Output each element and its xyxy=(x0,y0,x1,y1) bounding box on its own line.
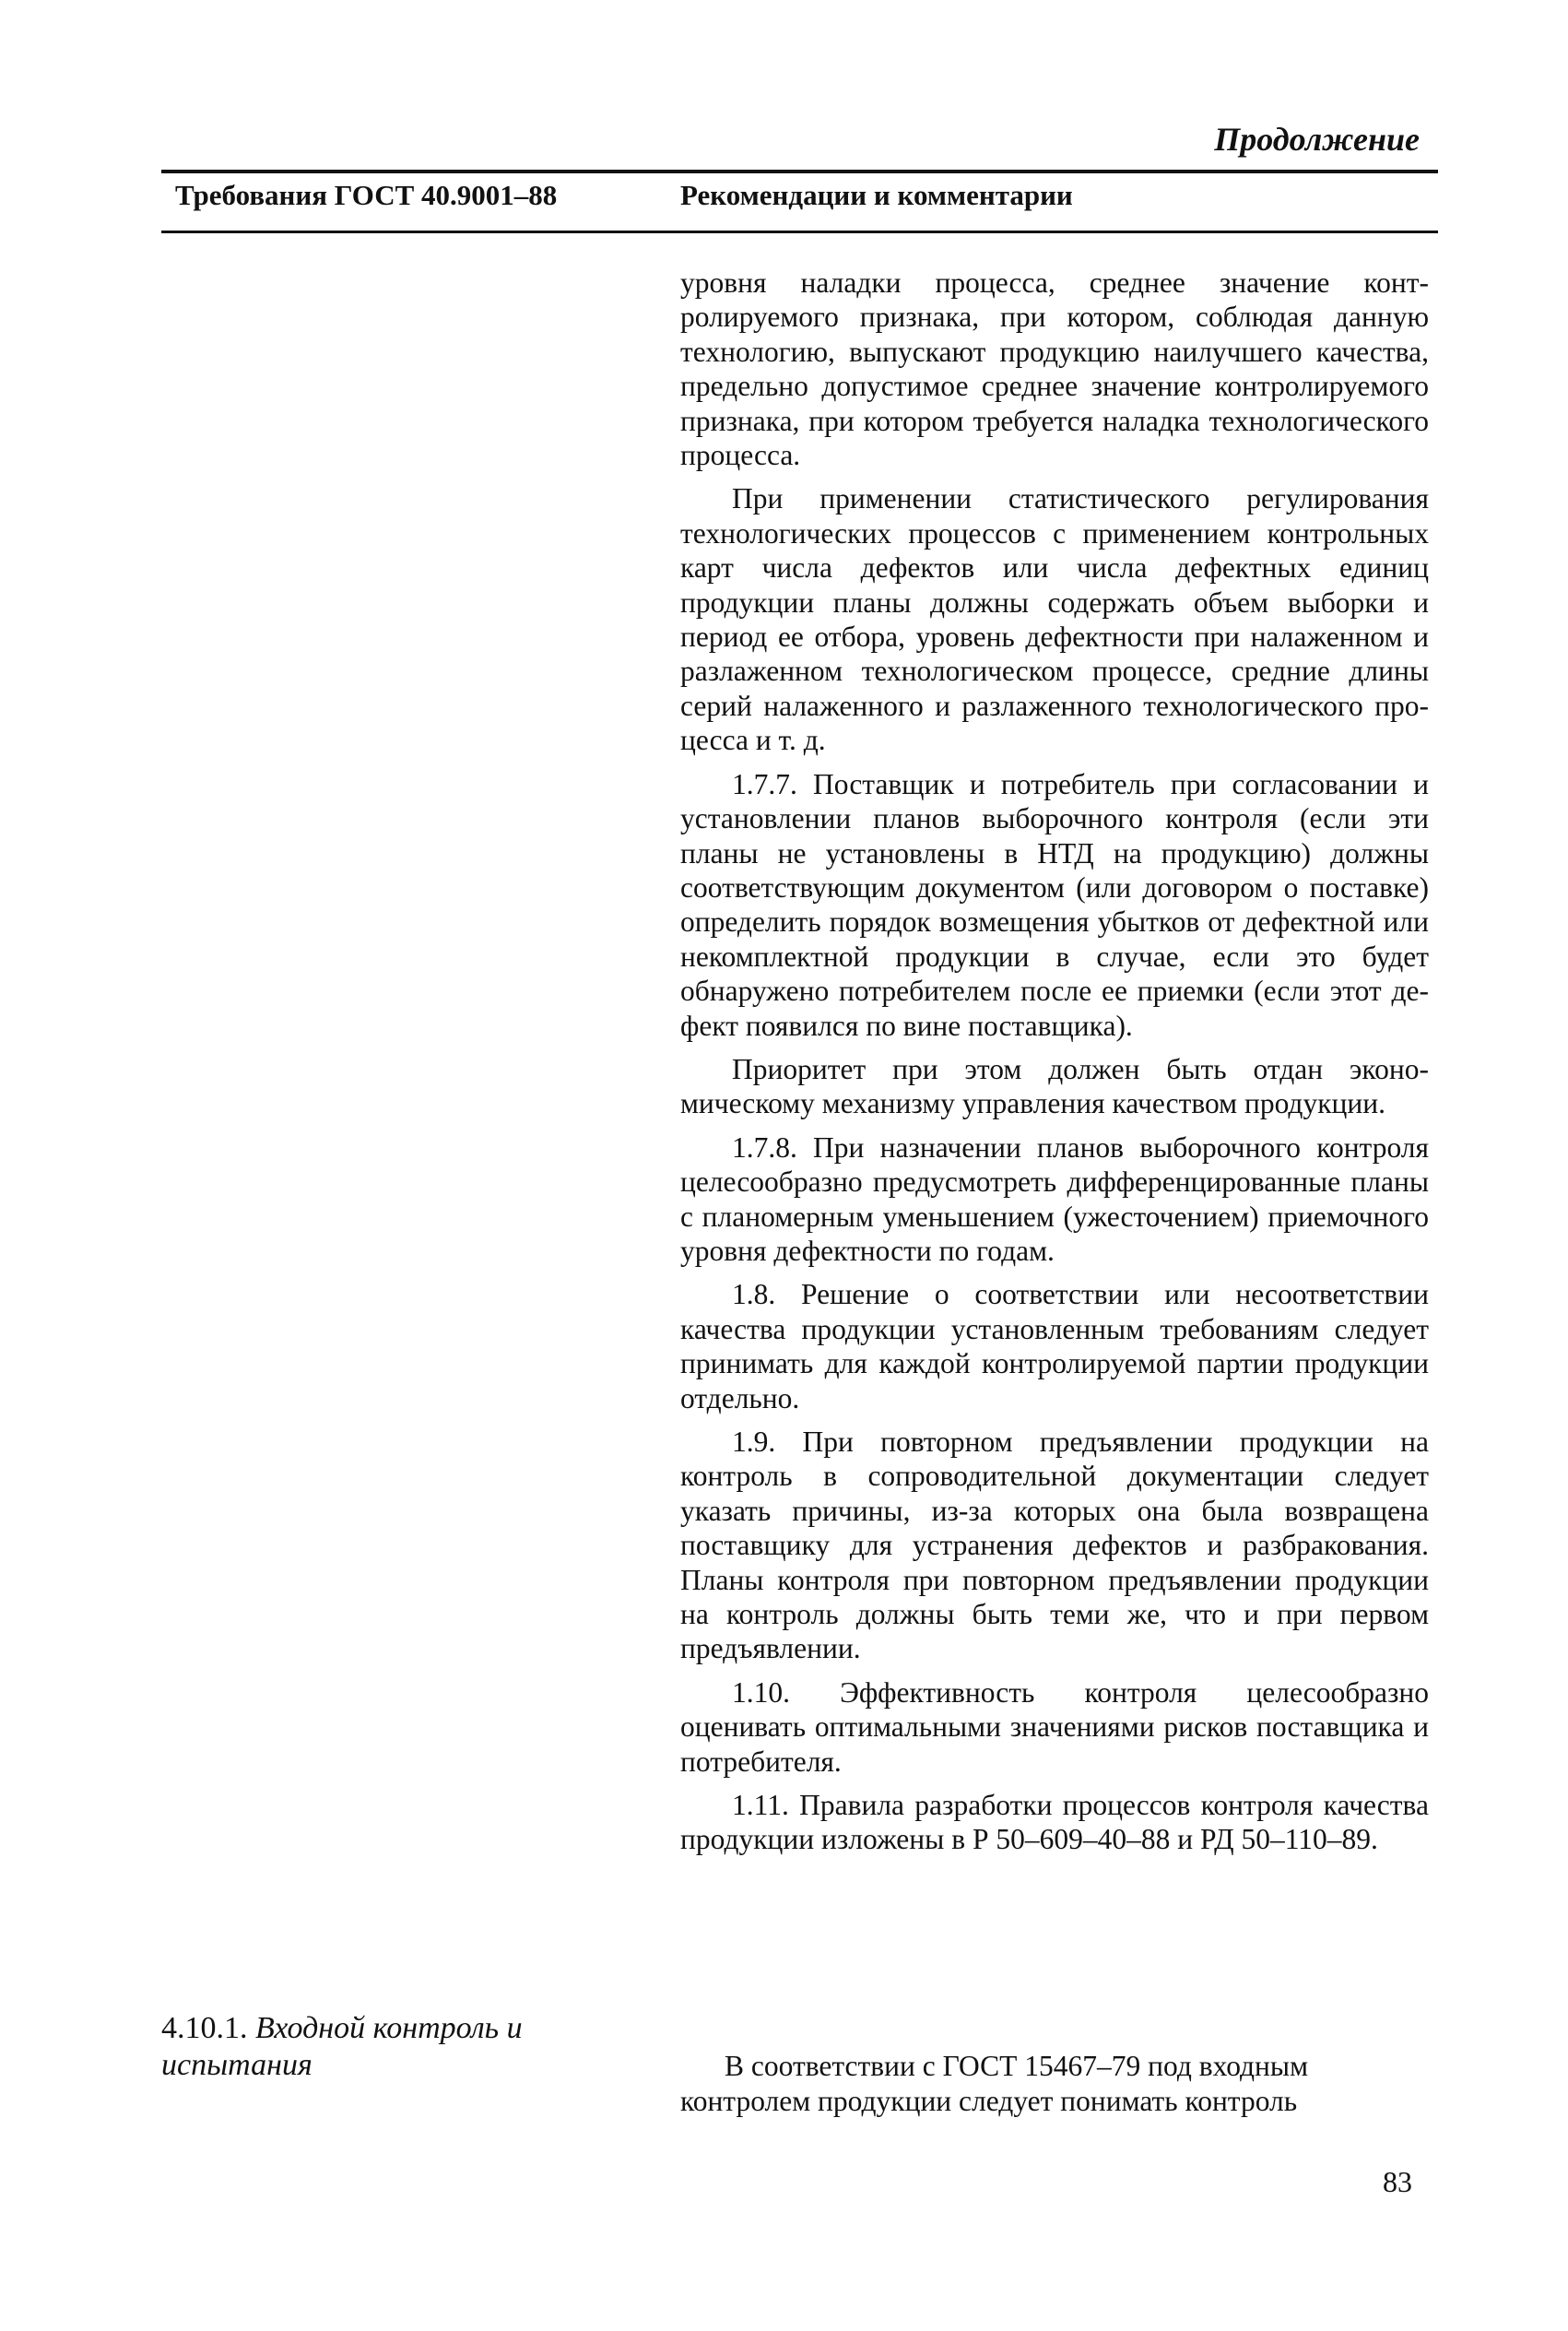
section-title: Входной контроль и испытания xyxy=(161,2011,523,2082)
left-column-header: Требования ГОСТ 40.9001–88 xyxy=(175,179,558,211)
paragraph-1-10: 1.10. Эффективность контроля целесообразно оценивать оптимальными значениями рисков поставщика и потребителя. xyxy=(680,1675,1429,1778)
paragraph-1-8: 1.8. Решение о соответствии или несоответствии качества продукции установленным требованиям следует принимать для каждой контролируемой партии продукции отдельно. xyxy=(680,1278,1429,1414)
paragraph-1-7-7: 1.7.7. Поставщик и потребитель при согласовании и установлении планов выборочного контроля (если эти планы не установлены в НТД на продукцию) должны соответствующим документом (или договором о поставке) определить порядок возмещения убытков от дефектной или некомплектной продукции в случае, если это будет обнаружено потребителем после ее приемки (если этот дефект появился по вине поставщика). xyxy=(680,767,1429,1042)
section-text-line-1: В соответствии с ГОСТ 15467–79 под входным xyxy=(725,2050,1309,2082)
paragraph-1-11: 1.11. Правила разработки процессов контроля качества продукции изложены в Р 50–609–40–88 и РД 50–110–89. xyxy=(680,1789,1429,1856)
paragraph-1-9: 1.9. При повторном предъявлении продукции на контроль в сопроводительной документации следует указать причины, из-за которых она была возвращена поставщику для устранения дефектов и разбракования. Планы контроля при повторном предъявлении продукции на контроль должны быть теми же, что и при первом предъявлении. xyxy=(680,1426,1429,1665)
page-number: 83 xyxy=(1383,2165,1412,2198)
section-text xyxy=(680,2049,1429,2119)
continuation-label: Продолжение xyxy=(1214,121,1420,158)
right-column-header: Рекомендации и комментарии xyxy=(680,179,1073,211)
paragraph-statistical-regulation: При применении статистического регулирования технологических процессов с применением контрольных карт числа дефектов или числа дефектных единиц продукции планы должны содержать объем выборки и период ее отбора, уровень дефектности при налаженном и разлаженном технологическом процессе, средние длины серий налаженного и разлаженного технологического процесса и т. д. xyxy=(680,482,1429,757)
section-text-line-2: контролем продукции следует понимать контроль xyxy=(680,2085,1298,2117)
paragraph-1-7-8: 1.7.8. При назначении планов выборочного контроля целесообразно предусмотреть дифференцированные планы с планомерным уменьшением (ужесточением) приемочного уровня дефектности по годам. xyxy=(680,1130,1429,1267)
header-bottom-rule xyxy=(161,231,1438,233)
paragraph-priority: Приоритет при этом должен быть отдан экономическому механизму управления качеством продукции. xyxy=(680,1052,1429,1120)
header-top-rule xyxy=(161,170,1438,173)
section-heading-4-10-1 xyxy=(161,2010,622,2084)
section-number: 4.10.1. xyxy=(161,2011,248,2045)
recommendations-column xyxy=(680,266,1429,1866)
paragraph-continued: уровня наладки процесса, среднее значение контролируемого признака, при котором, соблюдая данную технологию, выпускают продукцию наилучшего качества, предельно допустимое среднее значение контролируемого признака, при котором требуется наладка технологического процесса. xyxy=(680,266,1429,472)
